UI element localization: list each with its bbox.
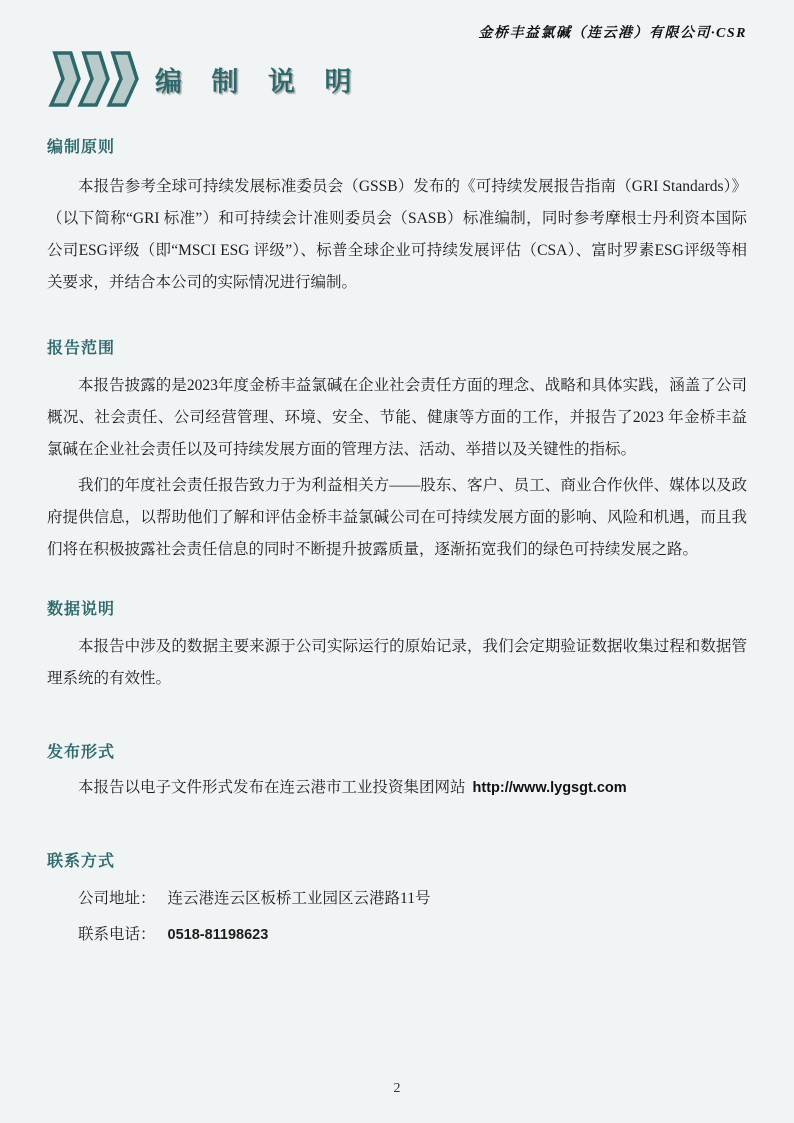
section-principles <box>47 134 747 299</box>
section-publish-format <box>47 739 747 804</box>
website-url[interactable]: http://www.lygsgt.com <box>472 780 627 796</box>
section-heading-scope: 报告范围 <box>47 340 116 357</box>
paragraph-scope-2: 我们的年度社会责任报告致力于为利益相关方——股东、客户、员工、商业合作伙伴、媒体以及政府提供信息，以帮助他们了解和评估金桥丰益氯碱公司在可持续发展方面的影响、风险和机遇，而且我们将在积极披露社会责任信息的同时不断提升披露质量，逐渐拓宽我们的绿色可持续发展之路。 <box>47 477 747 558</box>
section-heading-principles: 编制原则 <box>47 139 116 156</box>
contact-phone-value: 0518-81198623 <box>167 927 269 943</box>
paragraph-scope-1: 本报告披露的是2023年度金桥丰益氯碱在企业社会责任方面的理念、战略和具体实践，涵盖了公司概况、社会责任、公司经营管理、环境、安全、节能、健康等方面的工作，并报告了2023 年金桥丰益氯碱在企业社会责任以及可持续发展方面的管理方法、活动、举措以及关键性的指标。 <box>47 377 747 458</box>
section-heading-contact: 联系方式 <box>47 853 116 870</box>
section-heading-data-notes: 数据说明 <box>47 601 116 618</box>
contact-address-line <box>47 883 747 915</box>
page-number: 2 <box>393 1081 401 1096</box>
page-header-company-tag: 金桥丰益氯碱（连云港）有限公司·CSR <box>478 26 747 41</box>
contact-phone-line <box>47 919 747 951</box>
page-title: 编 制 说 明 <box>155 66 363 97</box>
section-scope <box>47 335 747 566</box>
contact-address-label: 公司地址： <box>78 890 156 907</box>
contact-address-value: 连云港连云区板桥工业园区云港路11号 <box>167 890 431 907</box>
paragraph-data-notes-1: 本报告中涉及的数据主要来源于公司实际运行的原始记录，我们会定期验证数据收集过程和数据管理系统的有效性。 <box>47 638 747 687</box>
contact-phone-label: 联系电话： <box>78 926 156 943</box>
publish-text: 本报告以电子文件形式发布在连云港市工业投资集团网站 <box>78 779 466 796</box>
section-contact <box>47 848 747 951</box>
triple-chevron-icon <box>47 50 139 108</box>
section-heading-publish-format: 发布形式 <box>47 744 116 761</box>
paragraph-publish-1 <box>47 772 747 804</box>
paragraph-principles-1: 本报告参考全球可持续发展标准委员会（GSSB）发布的《可持续发展报告指南（GRI Standards）》（以下简称“GRI 标准”）和可持续会计准则委员会（SASB）标准编制，同时参考摩根士丹利资本国际公司ESG评级（即“MSCI ESG 评级”）、标普全球企业可持续发展评估（CSA）、富时罗素ESG评级等相关要求，并结合本公司的实际情况进行编制。 <box>47 178 747 291</box>
page-title-block <box>47 50 747 108</box>
section-data-notes <box>47 596 747 695</box>
